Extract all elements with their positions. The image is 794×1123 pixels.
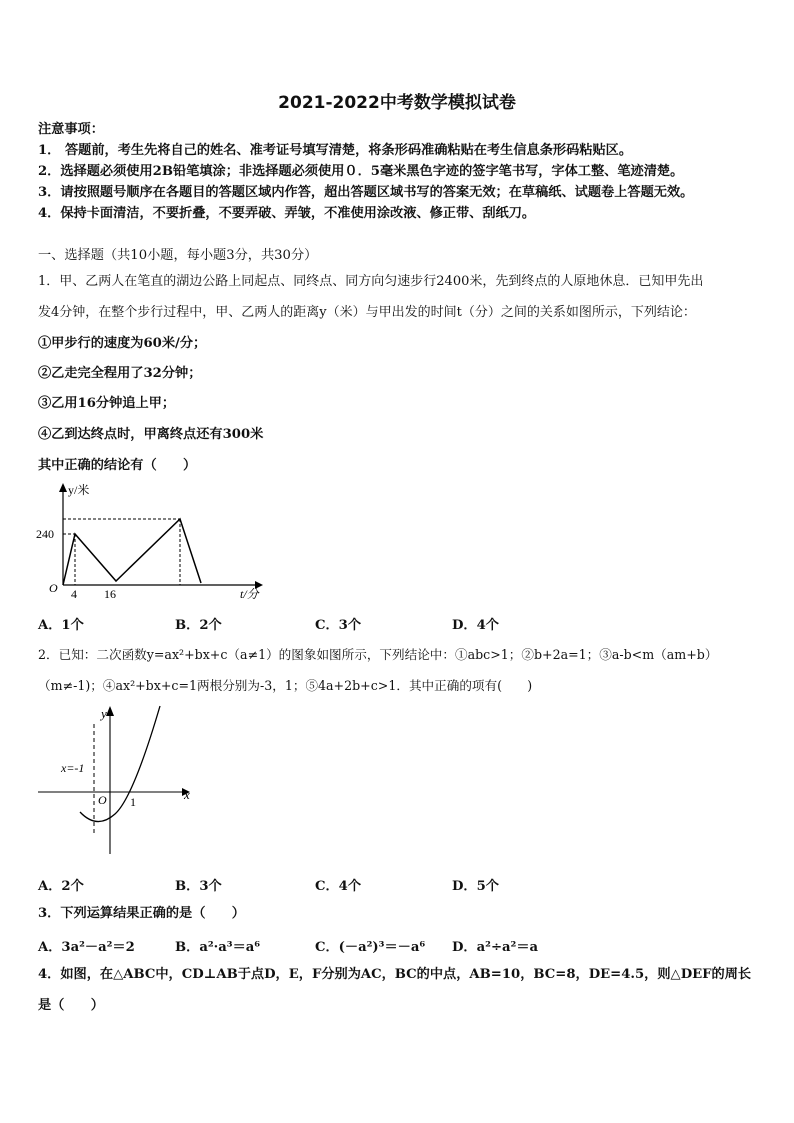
q2-parabola-curve [80,706,160,822]
q1-distance-time-graph [30,478,270,606]
q2-origin-label: O [98,793,107,807]
q2-tick-1: 1 [130,795,136,809]
q1-origin-label: O [49,581,58,595]
q1-statement-1: ①甲步行的速度为60米/分； [38,336,207,351]
q2-x-axis-label: x [184,787,190,802]
q3-option-d[interactable]: D．a²÷a²＝a [452,940,539,955]
q1-x-tick-16: 16 [104,587,116,601]
q1-text-line2: 发4分钟，在整个步行过程中，甲、乙两人的距离y（米）与甲出发的时间t（分）之间的关系如图所示，下列结论： [38,305,696,320]
q2-option-a[interactable]: A．2个 [38,879,84,894]
note-item: 1． 答题前，考生先将自己的姓名、准考证号填写清楚，将条形码准确粘贴在考生信息条形码粘贴区。 [38,143,633,158]
q3-option-b[interactable]: B．a²·a³＝a⁶ [175,940,261,955]
note-item: 2．选择题必须使用2B铅笔填涂；非选择题必须使用０．5毫米黑色字迹的签字笔书写，字体工整、笔迹清楚。 [38,164,684,179]
exam-title: 2021-2022中考数学模拟试卷 [278,93,516,113]
q3-option-c[interactable]: C．(－a²)³＝－a⁶ [315,940,426,955]
q1-option-b[interactable]: B．2个 [175,618,222,633]
q1-option-c[interactable]: C．3个 [315,618,362,633]
q1-text-line1: 1．甲、乙两人在笔直的湖边公路上同起点、同终点、同方向匀速步行2400米，先到终点的人原地休息．已知甲先出 [38,274,704,289]
q1-x-axis-label: t/分 [240,587,259,601]
q2-option-d[interactable]: D．5个 [452,879,499,894]
q1-option-a[interactable]: A．1个 [38,618,84,633]
q1-question: 其中正确的结论有（ ） [38,458,197,473]
q4-text-line1: 4．如图，在△ABC中，CD⊥AB于点D，E，F分别为AC，BC的中点，AB=10，BC=8，DE=4.5，则△DEF的周长 [38,967,752,982]
q2-axis-of-symmetry-label: x=-1 [61,761,85,775]
q2-parabola-graph [30,702,200,857]
q3-option-a[interactable]: A．3a²－a²＝2 [38,940,135,955]
q2-option-b[interactable]: B．3个 [175,879,222,894]
q1-x-tick-4: 4 [71,587,77,601]
q1-y-tick-240: 240 [36,527,54,541]
q2-text-line2: （m≠-1)；④ax²+bx+c=1两根分别为-3，1；⑤4a+2b+c>1．其中正确的项有( ) [38,678,533,693]
q1-statement-3: ③乙用16分钟追上甲； [38,396,176,411]
section-heading: 一、选择题（共10小题，每小题3分，共30分） [38,248,318,263]
q4-text-line2: 是（ ） [38,998,104,1013]
note-item: 4．保持卡面清洁，不要折叠，不要弄破、弄皱，不准使用涂改液、修正带、刮纸刀。 [38,206,536,221]
q1-option-d[interactable]: D．4个 [452,618,499,633]
notes-heading: 注意事项： [38,122,104,137]
note-item: 3．请按照题号顺序在各题目的答题区域内作答，超出答题区域书写的答案无效；在草稿纸、试题卷上答题无效。 [38,185,694,200]
q3-text: 3．下列运算结果正确的是（ ） [38,906,245,921]
q1-statement-2: ②乙走完全程用了32分钟； [38,366,202,381]
q1-y-axis-label: y/米 [68,483,90,497]
q2-y-axis-label: y [101,706,107,721]
q2-text-line1: 2．已知：二次函数y=ax²+bx+c（a≠1）的图象如图所示，下列结论中：①abc>1；②b+2a=1；③a-b<m（am+b） [38,647,718,662]
q1-statement-4: ④乙到达终点时，甲离终点还有300米 [38,427,264,442]
q2-option-c[interactable]: C．4个 [315,879,362,894]
